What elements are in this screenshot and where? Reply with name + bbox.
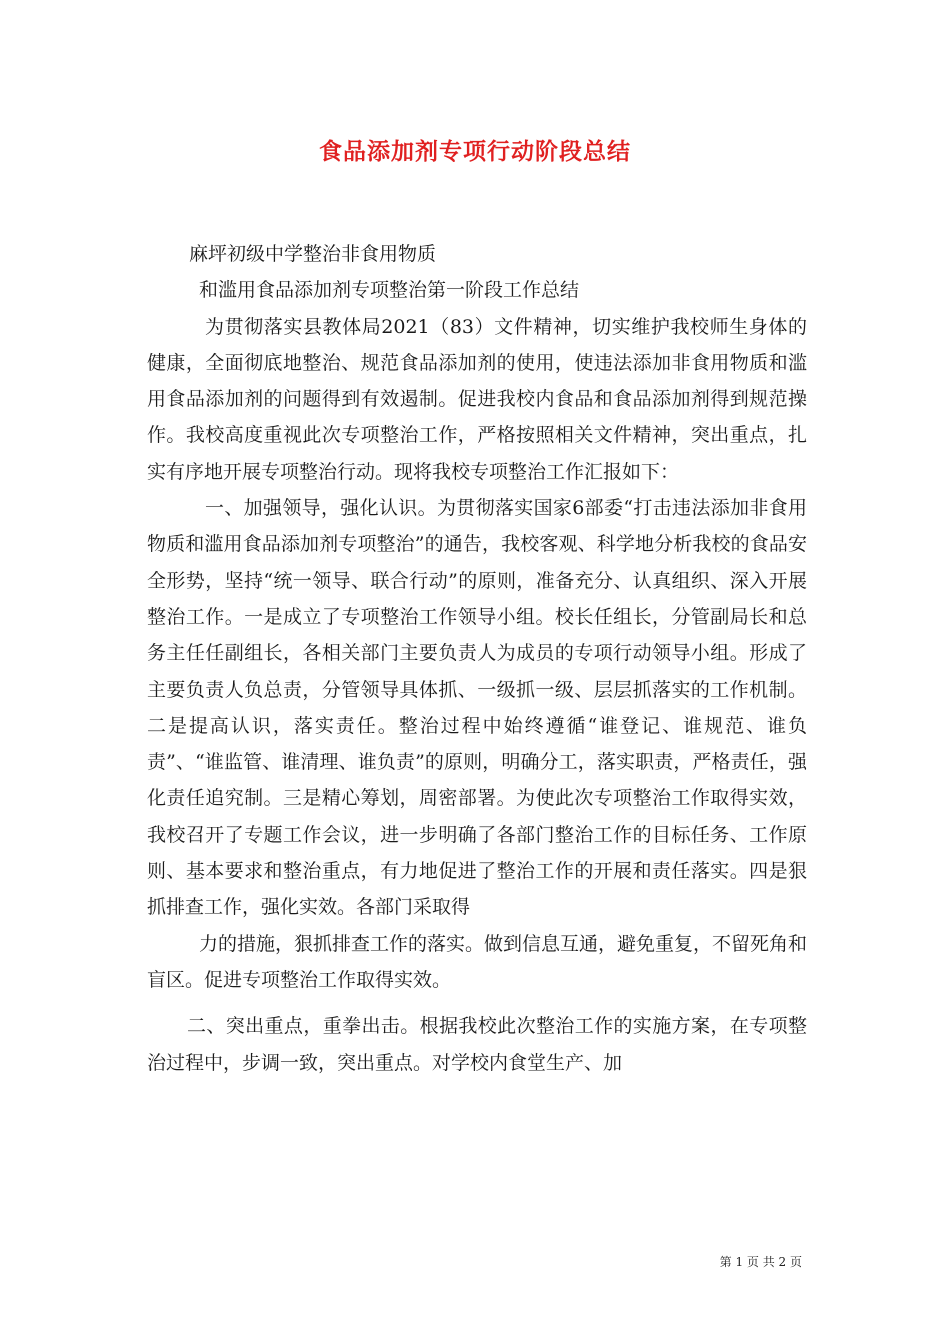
subtitle-line-2: 和滥用食品添加剂专项整治第一阶段工作总结 [199, 279, 580, 302]
subtitle-line-1: 麻坪初级中学整治非食用物质 [189, 243, 437, 265]
paragraph-continuation: 力的措施，狠抓排查工作的落实。做到信息互通，避免重复，不留死角和盲区。促进专项整治工作取得实效。 [147, 932, 808, 991]
paragraph-intro: 为贯彻落实县教体局2021（83）文件精神，切实维护我校师生身体的健康，全面彻底地整治、规范食品添加剂的使用，使违法添加非食用物质和滥用食品添加剂的问题得到有效遏制。促进我校内食品和食品添加剂得到规范操作。我校高度重视此次专项整治工作，严格按照相关文件精神，突出重点，扎实有序地开展专项整治行动。现将我校专项整治工作汇报如下： [147, 315, 807, 483]
document-title: 食品添加剂专项行动阶段总结 [319, 138, 631, 165]
document-body [147, 236, 807, 1081]
page-number-footer: 第 1 页 共 2 页 [719, 1255, 802, 1269]
paragraph-section-1: 一、加强领导，强化认识。为贯彻落实国家6部委“打击违法添加非食用物质和滥用食品添加剂专项整治”的通告，我校客观、科学地分析我校的食品安全形势，坚持“统一领导、联合行动”的原则，准备充分、认真组织、深入开展整治工作。一是成立了专项整治工作领导小组。校长任组长，分管副局长和总务主任任副组长，各相关部门主要负责人为成员的专项行动领导小组。形成了主要负责人负总责，分管领导具体抓、一级抓一级、层层抓落实的工作机制。二是提高认识，落实责任。整治过程中始终遵循“谁登记、谁规范、谁负责”、“谁监管、谁清理、谁负责”的原则，明确分工，落实职责，严格责任，强化责任追究制。三是精心筹划，周密部署。为使此次专项整治工作取得实效，我校召开了专题工作会议，进一步明确了各部门整治工作的目标任务、工作原则、基本要求和整治重点，有力地促进了整治工作的开展和责任落实。四是狠抓排查工作，强化实效。各部门采取得 [147, 497, 807, 919]
paragraph-section-2: 二、突出重点，重拳出击。根据我校此次整治工作的实施方案，在专项整治过程中，步调一致，突出重点。对学校内食堂生产、加 [147, 1015, 807, 1074]
